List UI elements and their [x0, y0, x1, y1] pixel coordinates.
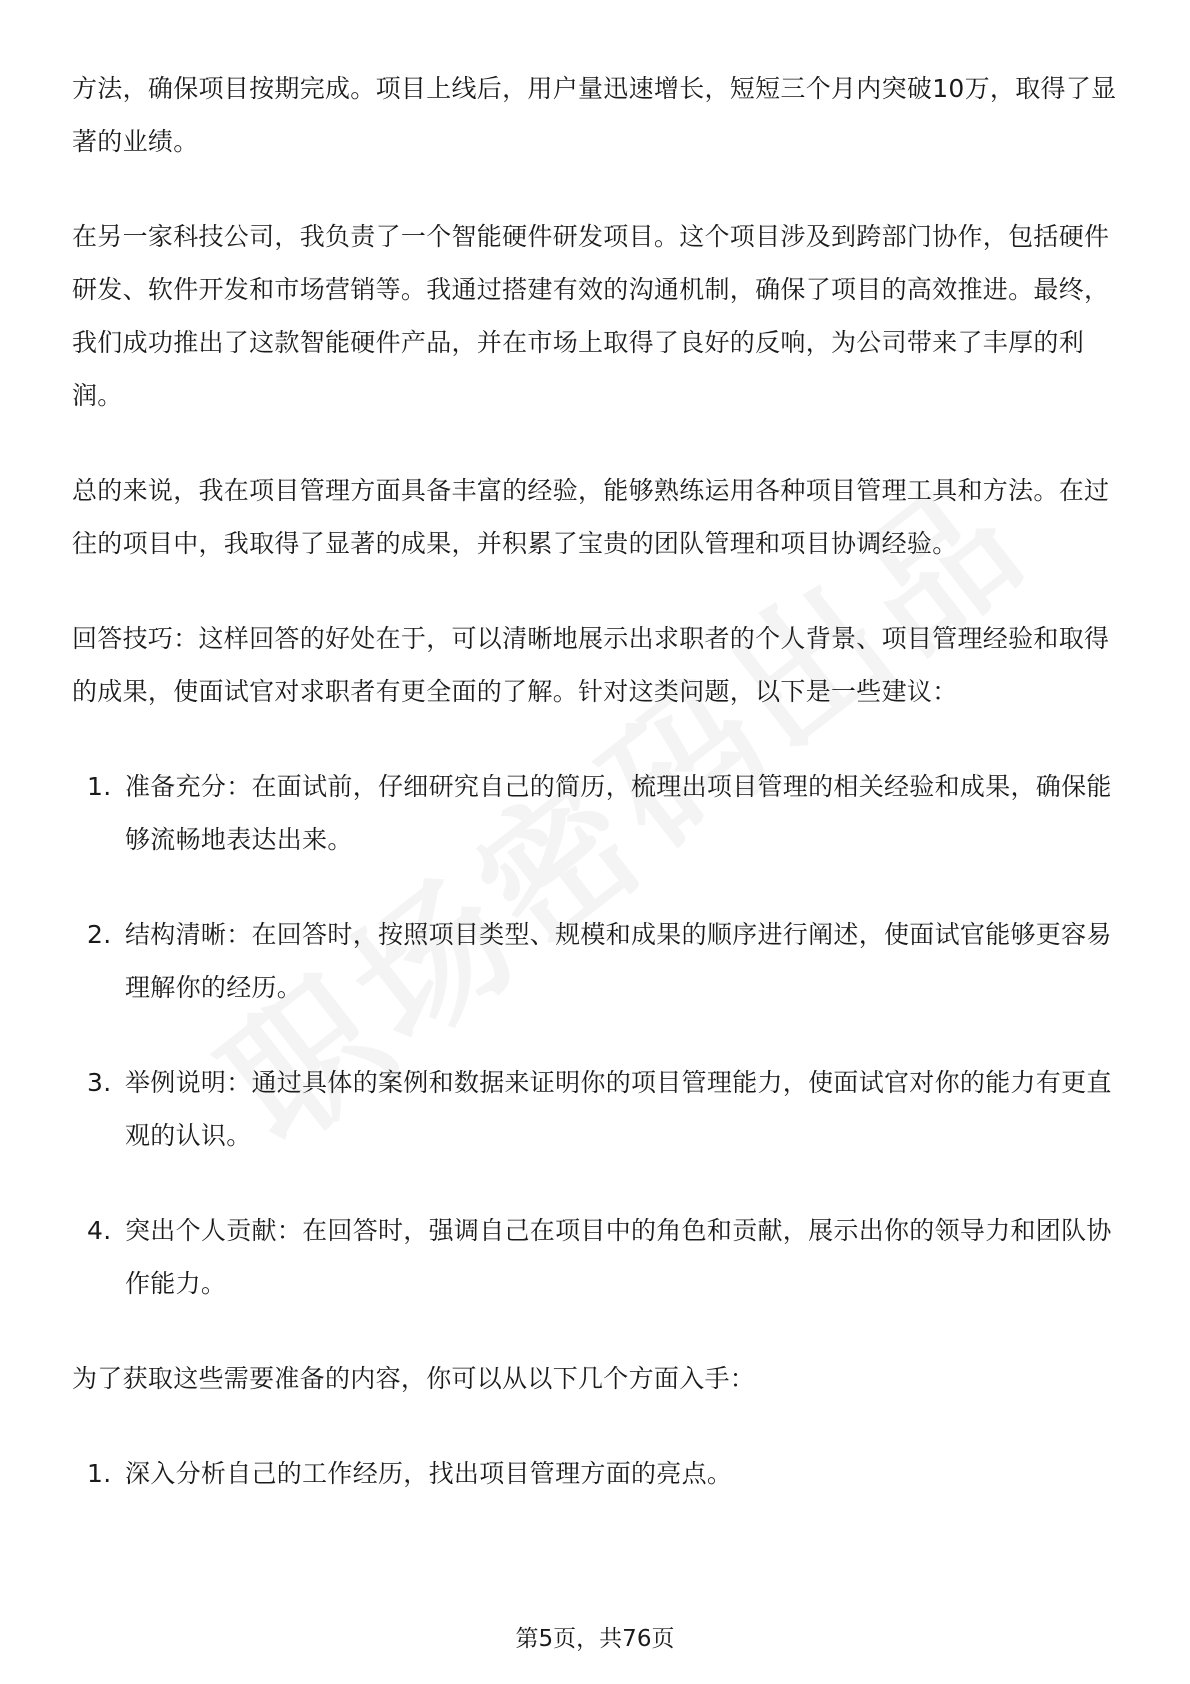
list-item-number: 1. — [87, 1459, 112, 1488]
page-number-footer: 第5页，共76页 — [515, 1626, 675, 1652]
list-item — [72, 1204, 1118, 1310]
paragraph-preparation: 为了获取这些需要准备的内容，你可以从以下几个方面入手： — [72, 1364, 756, 1393]
list-item-number: 4. — [87, 1216, 112, 1245]
list-item — [72, 1056, 1118, 1162]
paragraph-project-result: 方法，确保项目按期完成。项目上线后，用户量迅速增长，短短三个月内突破10万，取得了显著的业绩。 — [72, 74, 1117, 156]
list-item-text: 举例说明：通过具体的案例和数据来证明你的项目管理能力，使面试官对你的能力有更直观的认识。 — [125, 1068, 1112, 1150]
list-item-text: 结构清晰：在回答时，按照项目类型、规模和成果的顺序进行阐述，使面试官能够更容易理解你的经历。 — [125, 920, 1112, 1002]
document-body — [72, 62, 1118, 1542]
list-item-number: 1. — [87, 772, 112, 801]
list-item — [72, 760, 1118, 866]
list-item-number: 3. — [87, 1068, 112, 1097]
list-item-text: 突出个人贡献：在回答时，强调自己在项目中的角色和贡献，展示出你的领导力和团队协作能力。 — [125, 1216, 1112, 1298]
list-item-number: 2. — [87, 920, 112, 949]
list-item-text: 深入分析自己的工作经历，找出项目管理方面的亮点。 — [125, 1459, 733, 1488]
paragraph-summary: 总的来说，我在项目管理方面具备丰富的经验，能够熟练运用各种项目管理工具和方法。在过往的项目中，我取得了显著的成果，并积累了宝贵的团队管理和项目协调经验。 — [72, 476, 1110, 558]
prep-list — [72, 1447, 1118, 1500]
tips-list — [72, 760, 1118, 1310]
paragraph-answer-tips: 回答技巧：这样回答的好处在于，可以清晰地展示出求职者的个人背景、项目管理经验和取得的成果，使面试官对求职者有更全面的了解。针对这类问题，以下是一些建议： — [72, 624, 1110, 706]
list-item-text: 准备充分：在面试前，仔细研究自己的简历，梳理出项目管理的相关经验和成果，确保能够流畅地表达出来。 — [125, 772, 1112, 854]
paragraph-hardware-project: 在另一家科技公司，我负责了一个智能硬件研发项目。这个项目涉及到跨部门协作，包括硬件研发、软件开发和市场营销等。我通过搭建有效的沟通机制，确保了项目的高效推进。最终，我们成功推出了这款智能硬件产品，并在市场上取得了良好的反响，为公司带来了丰厚的利润。 — [72, 222, 1110, 410]
list-item — [72, 1447, 1118, 1500]
list-item — [72, 908, 1118, 1014]
